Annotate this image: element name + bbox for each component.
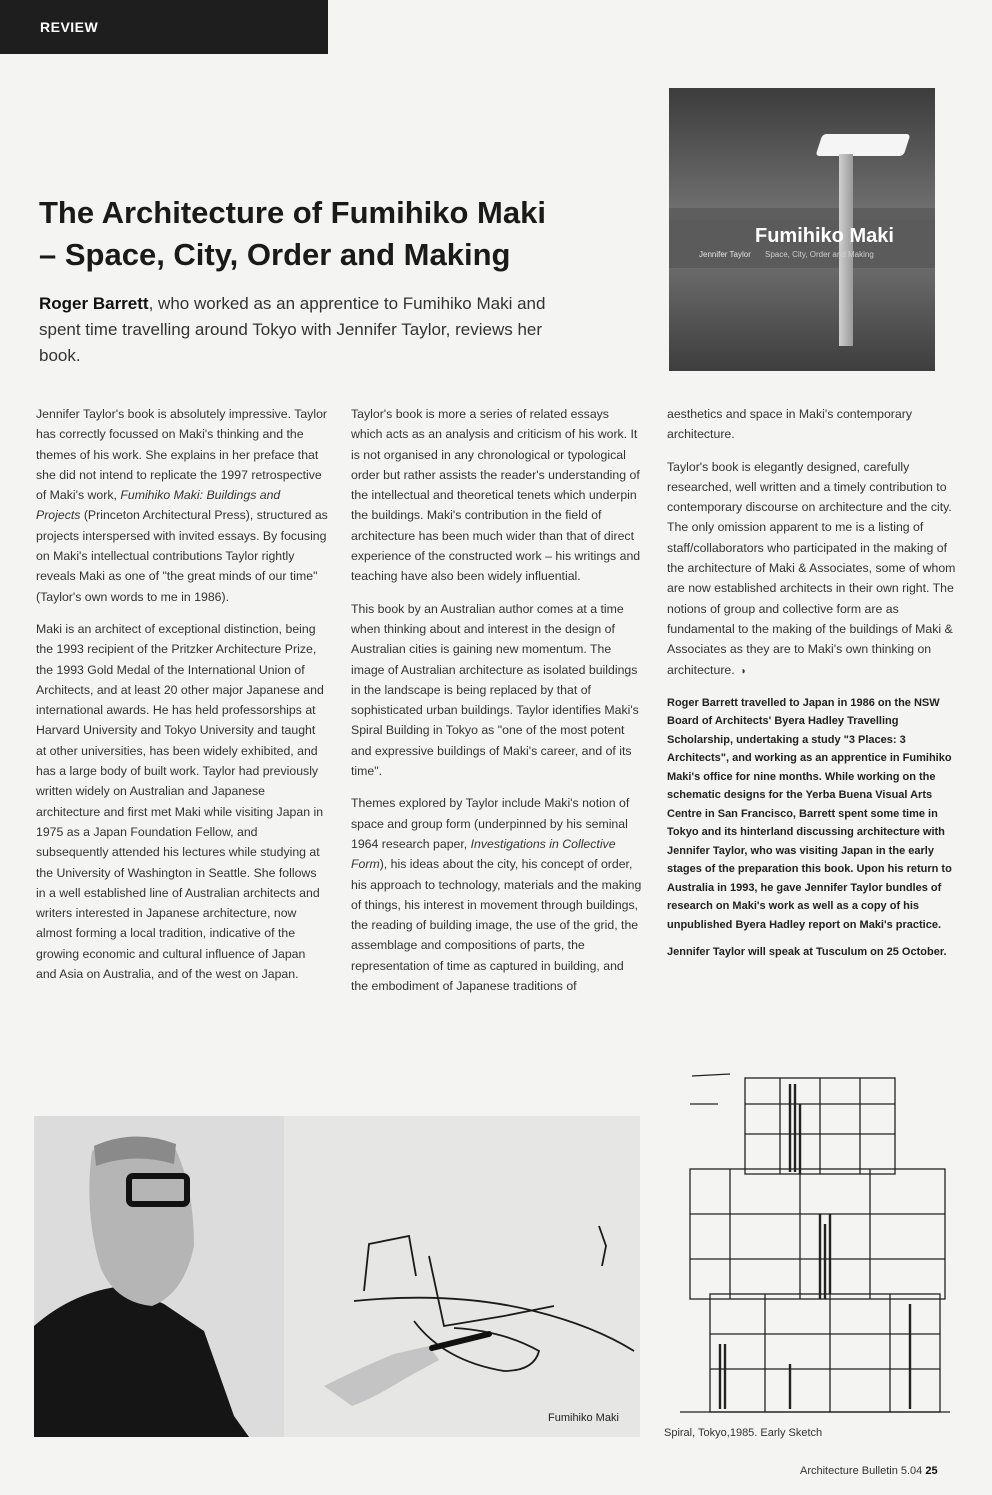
sketch-hatching — [720, 1084, 910, 1409]
text-column-2 — [351, 404, 643, 1008]
headline-line-2: – Space, City, Order and Making — [39, 237, 511, 272]
text-column-3 — [667, 404, 959, 971]
paragraph: aesthetics and space in Maki's contemporary architecture. — [667, 407, 912, 442]
standfirst-author: Roger Barrett — [39, 294, 149, 313]
standfirst-text: , who worked as an apprentice to Fumihiko Maki and spent time travelling around Tokyo with Jennifer Taylor, reviews her book. — [39, 294, 546, 365]
publication-name: Architecture Bulletin 5.04 — [800, 1465, 923, 1477]
section-label: REVIEW — [40, 19, 99, 35]
event-note: Jennifer Taylor will speak at Tusculum on 25 October. — [667, 946, 947, 959]
author-bio — [667, 694, 959, 962]
headline-line-1: The Architecture of Fumihiko Maki — [39, 195, 546, 230]
page-number: 25 — [925, 1465, 938, 1477]
text-column-1 — [36, 404, 328, 996]
spiral-sketch-image — [670, 1064, 960, 1422]
article-headline — [39, 192, 679, 276]
paragraph: Taylor's book is elegantly designed, carefully researched, well written and a timely contribution to contemporary discourse on architecture and the city. The only omission apparent to me is a listing of staff/collaborators who participated in the making of the architecture of Maki & Associates, some of whom are now established architects in their own right. The notions of group and collective form are as fundamental to the making of the buildings of Maki & Associates as they are to Maki's own thinking on architecture. ◗ — [667, 459, 956, 677]
photo-fumihiko-maki — [34, 1116, 640, 1437]
standfirst — [39, 291, 579, 369]
book-title: Fumihiko Maki: Buildings and Projects — [36, 488, 281, 523]
paragraph: Themes explored by Taylor include Maki's notion of space and group form (underpinned by his seminal 1964 research paper, Investigations in Collective Form), his ideas about the city, his concept of order, his approach to technology, materials and the making of things, his interest in movement through buildings, the reading of building image, the use of the grid, the assemblage and compositions of parts, the representation of time as captured in building, and the embodiment of Japanese traditions of — [351, 796, 642, 994]
paragraph: Maki is an architect of exceptional distinction, being the 1993 recipient of the Pritzker Architecture Prize, the 1993 Gold Medal of the International Union of Architects, and at least 20 other major Japanese and international awards. He has held professorships at Harvard University and Tokyo University and taught at other universities, has been widely exhibited, and has a large body of built work. Taylor had previously written widely on Australian and Japanese architecture and first met Maki while visiting Japan in 1975 as a Japan Foundation Fellow, and subsequently attended his lectures while studying at the University of Washington in Seattle. She follows in a well established line of Australian architects and writers interested in Japanese architecture, now almost forming a local tradition, indicative of the growing economic and cultural influence of Japan and Asia on Australia, and of the west on Japan. — [36, 621, 324, 982]
bio-paragraph: Roger Barrett travelled to Japan in 1986 on the NSW Board of Architects' Byera Hadley Travelling Scholarship, undertaking a study "3 Places: 3 Architects", and working as an apprentice in Fumihiko Maki's office for nine months. While working on the schematic designs for the Yerba Buena Visual Arts Centre in San Francisco, Barrett spent some time in Tokyo and its hinterland discussing architecture with Jennifer Taylor, who was visiting Japan in the early stages of the preparation this book. Upon his return to Australia in 1993, he gave Jennifer Taylor bundles of research on Maki's work as well as a copy of his unpublished Byera Hadley report on Maki's practice. — [667, 696, 952, 931]
paragraph: This book by an Australian author comes at a time when thinking about and interest in the design of Australian cities is gaining new momentum. The image of Australian architecture as isolated buildings in the landscape is being replaced by that of sophisticated urban buildings. Taylor identifies Maki's Spiral Building in Tokyo as "one of the most potent and expressive buildings of Maki's career, and of its time". — [351, 601, 639, 779]
photo-caption: Fumihiko Maki — [548, 1412, 619, 1424]
paragraph: Taylor's book is more a series of related essays which acts as an analysis and criticism of his work. It is not organised in any chronological or typological order but rather assists the reader's understanding of the intellectual and theoretical tenets which underpin the buildings. Maki's contribution in the field of architecture has been much wider than that of direct experience of the constructed work – his writings and teaching have also been widely influential. — [351, 407, 641, 584]
paragraph: Jennifer Taylor's book is absolutely impressive. Taylor has correctly focussed on Maki's thinking and the themes of his work. She explains in her preface that she did not intend to replicate the 1997 retrospective of Maki's work, Fumihiko Maki: Buildings and Projects (Princeton Architectural Press), structured as projects interspersed with invited essays. By focusing on Maki's intellectual contributions Taylor rightly reveals Maki as one of "the great minds of our time" (Taylor's own words to me in 1986). — [36, 407, 328, 604]
paper-title: Investigations in Collective Form — [351, 836, 616, 872]
page-footer — [800, 1465, 938, 1477]
section-tab — [0, 0, 328, 54]
sketch-caption: Spiral, Tokyo,1985. Early Sketch — [664, 1427, 823, 1439]
cover-author: Jennifer Taylor — [699, 250, 751, 259]
cover-title: Fumihiko Maki — [755, 225, 894, 247]
end-mark-icon: ◗ — [740, 665, 747, 677]
skylight-shape — [815, 134, 910, 156]
cover-subtitle: Space, City, Order and Making — [765, 250, 874, 259]
book-cover-image — [669, 88, 935, 371]
